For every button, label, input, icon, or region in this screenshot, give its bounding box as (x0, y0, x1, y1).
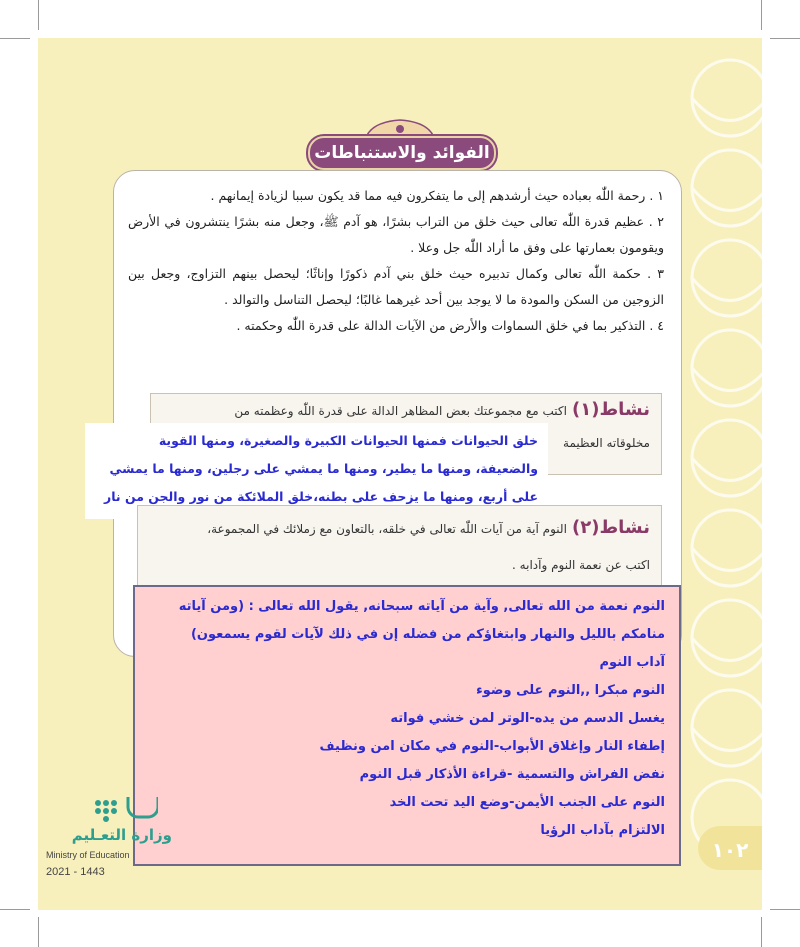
title-text: الفوائد والاستنباطات (314, 143, 490, 163)
crop-mark (0, 38, 30, 39)
ministry-year: 2021 - 1443 (46, 866, 105, 878)
list-item: ١ . رحمة اللّٰه بعباده حيث أرشدهم إلى ما يتفكرون فيه مما قد يكون سببا لزيادة إيمانهم . (210, 188, 664, 203)
activity-2-text: النوم آية من آيات اللّٰه تعالى في خلقه، بالتعاون مع زملائك في المجموعة، (207, 522, 567, 536)
crop-mark (38, 0, 39, 30)
activity-2-text-2: اكتب عن نعمة النوم وآدابه . (512, 558, 650, 572)
activity-2-label: نشاط(٢) (572, 517, 650, 538)
activity-1-header (160, 398, 650, 424)
benefits-list (128, 183, 664, 339)
activity-2-header (150, 516, 650, 542)
list-item: ٤ . التذكير بما في خلق السماوات والأرض من الآيات الدالة على قدرة اللّٰه وحكمته . (236, 318, 664, 333)
ministry-name-arabic: وزارة التعـليم (71, 826, 172, 844)
crop-mark (761, 917, 762, 947)
answer-1-line: والضعيفة، ومنها ما يطير، ومنها ما يمشي على رجلين، ومنها ما يمشي (109, 461, 538, 476)
crop-mark (770, 909, 800, 910)
answer-1-line: خلق الحيوانات فمنها الحيوانات الكبيرة والصغيرة، ومنها القوية (158, 433, 538, 448)
list-item: ٢ . عظيم قدرة اللّٰه تعالى حيث خلق من التراب بشرًا، هو آدم ﷺ، وجعل منه بشرًا ينتشرون في الأرض ويقومون بعمارتها على وفق ما أراد اللّٰه جل وعلا . (128, 214, 664, 255)
list-item: ٣ . حكمة اللّٰه تعالى وكمال تدبيره حيث خلق بني آدم ذكورًا وإناثًا؛ ليحصل بينهم التزاوج، وجعل بين الزوجين من السكن والمودة ما لا يوجد بين أحد غيرهما غالبًا؛ ليحصل التناسل والتوالد . (128, 266, 664, 307)
answer-2-line: يغسل الدسم من يده-الوتر لمن خشي فواته (390, 711, 665, 726)
crop-mark (770, 38, 800, 39)
ministry-name-english: Ministry of Education (46, 850, 130, 860)
answer-2-line: الالتزام بآداب الرؤيا (540, 823, 665, 838)
answer-2-box (133, 585, 681, 866)
answer-1-line: على أربع، ومنها ما يزحف على بطنه،خلق الملائكة من نور والجن من نار (104, 489, 538, 504)
activity-1-label: نشاط(١) (572, 399, 650, 420)
crop-mark (761, 0, 762, 30)
title-banner (308, 136, 496, 170)
answer-2-line: النوم على الجنب الأيمن-وضع اليد تحت الخد (389, 795, 665, 810)
page-number: ١٠٢ (711, 838, 749, 862)
section-title (300, 118, 500, 168)
answer-2-line: النوم نعمة من الله تعالى, وآية من آياته سبحانه, يقول الله تعالى : (ومن آياته (178, 599, 665, 614)
answer-2-line: نفض الفراش والتسمية -قراءة الأذكار قبل النوم (359, 767, 665, 782)
answer-2-line: إطفاء النار وإغلاق الأبواب-النوم في مكان امن ونظيف (319, 739, 665, 754)
answer-2-line: منامكم بالليل والنهار وابتغاؤكم من فضله إن في ذلك لآيات لقوم يسمعون) (190, 627, 665, 642)
crop-mark (38, 917, 39, 947)
activity-1-text: اكتب مع مجموعتك بعض المظاهر الدالة على قدرة اللّٰه وعظمته من (234, 404, 567, 418)
answer-2-line: النوم مبكرا ,,النوم على وضوء (476, 683, 665, 698)
crop-mark (0, 909, 30, 910)
activity-1-text-2: مخلوقاته العظيمة (563, 436, 650, 450)
answer-2-line: آداب النوم (599, 655, 665, 670)
